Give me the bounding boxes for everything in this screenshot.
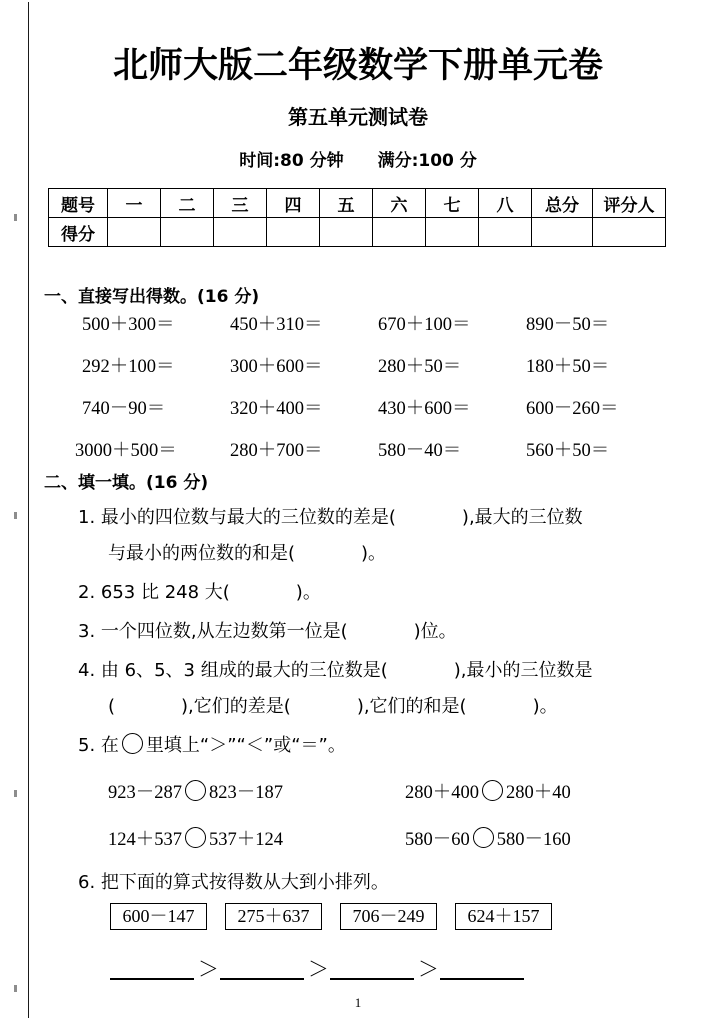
score-cell-2[interactable]: [161, 218, 214, 247]
scan-artifact: [14, 512, 17, 519]
comparison-right: 537＋124: [209, 830, 284, 850]
calc-item: 180＋50＝: [526, 357, 610, 377]
calc-item: 300＋600＝: [230, 357, 323, 377]
row-header-score: 得分: [49, 218, 108, 247]
ordering-answer-line: [110, 952, 530, 982]
column-header-total: 总分: [532, 189, 593, 218]
score-cell-7[interactable]: [426, 218, 479, 247]
row-header-question: 题号: [49, 189, 108, 218]
fill-item-1-text-c: 与最小的两位数的和是(: [108, 543, 296, 564]
page-title: 北师大版二年级数学下册单元卷: [112, 46, 603, 86]
order-blank-3[interactable]: [330, 978, 414, 980]
score-cell-6[interactable]: [373, 218, 426, 247]
fill-item-4-text-f: )。: [532, 696, 558, 717]
calc-item: 600－260＝: [526, 399, 619, 419]
fill-item-1-line-2: [108, 539, 386, 565]
calc-row-4: [0, 436, 716, 470]
circle-icon: [122, 733, 143, 754]
order-separator-2: ＞: [308, 957, 329, 981]
score-cell-grader[interactable]: [593, 218, 666, 247]
calc-item: 280＋700＝: [230, 441, 323, 461]
calc-item: 280＋50＝: [378, 357, 462, 377]
table-row-scores: [49, 218, 666, 247]
fill-item-5-heading: [78, 731, 346, 757]
expression-box-1[interactable]: 600－147: [110, 903, 207, 930]
calc-item: 580－40＝: [378, 441, 462, 461]
calc-item: 292＋100＝: [82, 357, 175, 377]
calc-item: 500＋300＝: [82, 315, 175, 335]
comparison-left: 580－60: [405, 830, 470, 850]
fill-item-1-text-d: )。: [361, 543, 387, 564]
section-one-heading: 一、直接写出得数。(16 分): [44, 287, 260, 307]
comparison-right: 280＋40: [506, 783, 571, 803]
scan-artifact: [14, 790, 17, 797]
comparison-right: 580－160: [496, 830, 571, 850]
fill-item-4-text-c: (: [108, 696, 116, 717]
column-header-grader: 评分人: [593, 189, 666, 218]
fill-item-3: [78, 617, 457, 643]
score-cell-5[interactable]: [320, 218, 373, 247]
calc-row-2: [0, 352, 716, 386]
expression-box-2[interactable]: 275＋637: [225, 903, 322, 930]
fill-item-4-text-d: ),它们的差是(: [181, 696, 291, 717]
order-blank-2[interactable]: [220, 978, 304, 980]
fill-item-4-line-2: [108, 692, 558, 718]
comparison-circle-icon[interactable]: [473, 827, 494, 848]
calc-item: 670＋100＝: [378, 315, 471, 335]
column-header-3: 三: [214, 189, 267, 218]
page-subtitle: 第五单元测试卷: [288, 105, 428, 129]
fill-item-1-text-a: 1. 最小的四位数与最大的三位数的差是(: [78, 507, 396, 528]
fill-item-2-text-b: )。: [295, 582, 321, 603]
order-blank-4[interactable]: [440, 978, 524, 980]
comparison-left: 280＋400: [405, 783, 480, 803]
comparison-4: [405, 825, 571, 851]
calc-item: 430＋600＝: [378, 399, 471, 419]
order-separator-1: ＞: [198, 957, 219, 981]
comparison-2: [405, 778, 571, 804]
calc-row-1: [0, 310, 716, 344]
fill-item-1-text-b: ),最大的三位数: [461, 507, 583, 528]
score-cell-8[interactable]: [479, 218, 532, 247]
comparison-right: 823－187: [209, 783, 284, 803]
scan-artifact: [14, 214, 17, 221]
table-row-question-numbers: [49, 189, 666, 218]
expression-box-3[interactable]: 706－249: [340, 903, 437, 930]
fill-item-4-text-e: ),它们的和是(: [356, 696, 467, 717]
comparison-left: 923－287: [108, 783, 183, 803]
fill-item-3-text-b: )位。: [413, 621, 457, 642]
comparison-left: 124＋537: [108, 830, 183, 850]
order-blank-1[interactable]: [110, 978, 194, 980]
fill-item-3-text-a: 3. 一个四位数,从左边数第一位是(: [78, 621, 348, 642]
fill-item-5-text-b: 里填上“＞”“＜”或“＝”。: [145, 735, 346, 756]
fill-item-1-line-1: [78, 503, 583, 529]
column-header-5: 五: [320, 189, 373, 218]
exam-meta: [0, 146, 716, 171]
calc-item: 890－50＝: [526, 315, 610, 335]
expression-box-4[interactable]: 624＋157: [455, 903, 552, 930]
comparison-circle-icon[interactable]: [482, 780, 503, 801]
column-header-2: 二: [161, 189, 214, 218]
calc-item: 560＋50＝: [526, 441, 610, 461]
score-cell-1[interactable]: [108, 218, 161, 247]
column-header-1: 一: [108, 189, 161, 218]
fill-item-4-line-1: [78, 656, 592, 682]
calc-item: 740－90＝: [82, 399, 166, 419]
fill-item-2-text-a: 2. 653 比 248 大(: [78, 582, 230, 603]
comparison-3: [108, 825, 283, 851]
comparison-circle-icon[interactable]: [185, 780, 206, 801]
page-number: 1: [354, 995, 362, 1010]
fill-item-4-text-b: ),最小的三位数是: [453, 660, 593, 681]
calc-item: 320＋400＝: [230, 399, 323, 419]
column-header-7: 七: [426, 189, 479, 218]
score-cell-total[interactable]: [532, 218, 593, 247]
calc-item: 450＋310＝: [230, 315, 323, 335]
score-cell-4[interactable]: [267, 218, 320, 247]
comparison-1: [108, 778, 283, 804]
fill-item-6-heading: 6. 把下面的算式按得数从大到小排列。: [78, 872, 389, 893]
time-limit-label: 时间:80 分钟: [239, 151, 344, 171]
column-header-8: 八: [479, 189, 532, 218]
comparison-circle-icon[interactable]: [185, 827, 206, 848]
scan-artifact: [14, 985, 17, 992]
column-header-6: 六: [373, 189, 426, 218]
calc-item: 3000＋500＝: [75, 441, 177, 461]
score-cell-3[interactable]: [214, 218, 267, 247]
score-table: [48, 188, 666, 247]
order-separator-3: ＞: [418, 957, 439, 981]
fill-item-4-text-a: 4. 由 6、5、3 组成的最大的三位数是(: [78, 660, 388, 681]
total-score-label: 满分:100 分: [377, 151, 477, 171]
fill-item-2: [78, 578, 321, 604]
calc-row-3: [0, 394, 716, 428]
section-two-heading: 二、填一填。(16 分): [44, 473, 209, 493]
column-header-4: 四: [267, 189, 320, 218]
fill-item-5-text-a: 5. 在: [78, 735, 119, 756]
